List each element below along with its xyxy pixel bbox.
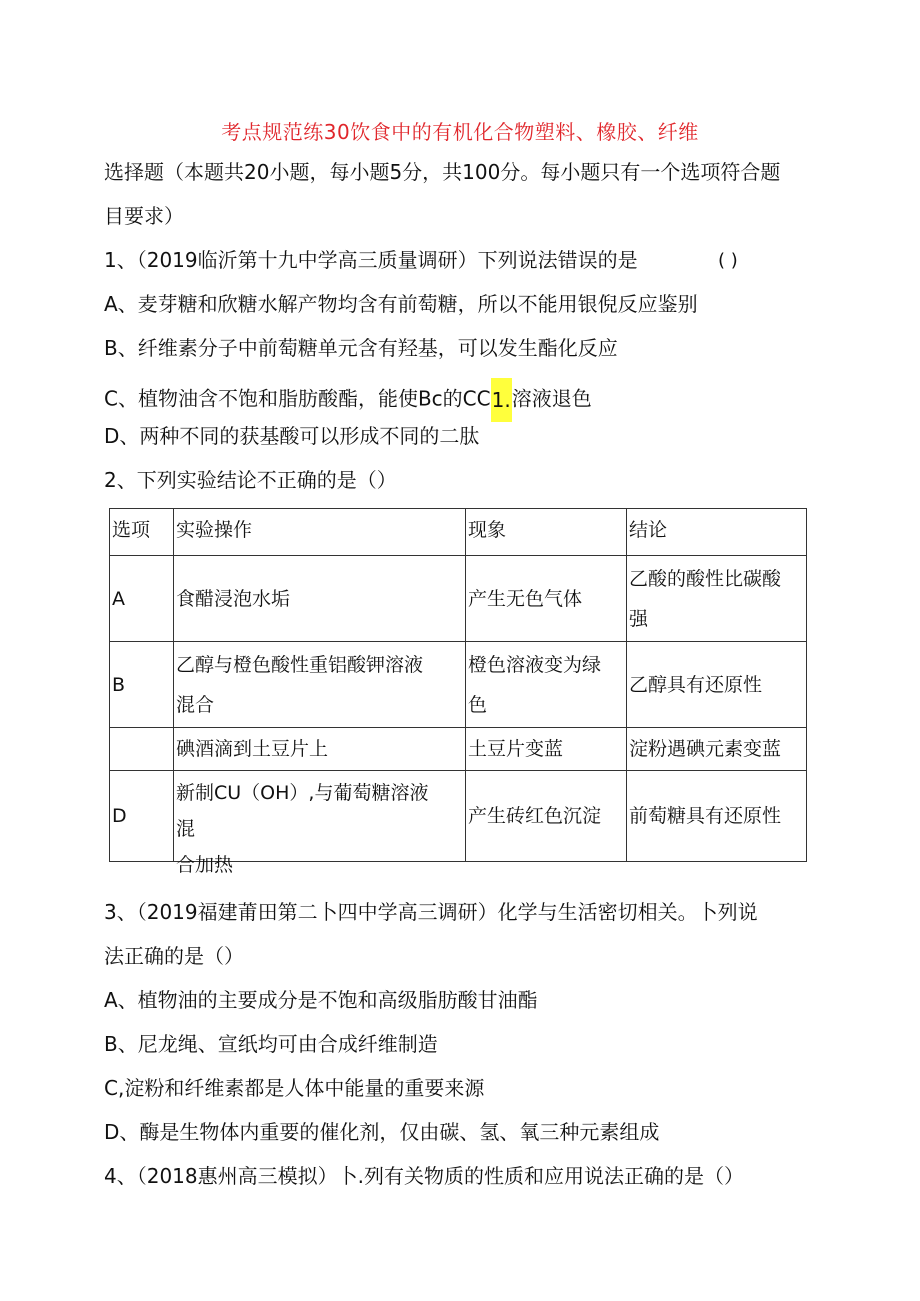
q3-option-d: D、酶是生物体内重要的催化剂，仅由碳、氢、氧三种元素组成	[104, 1120, 660, 1144]
q1-option-c-text: C、植物油含不饱和脂肪酸酯，能使Bc的CC	[104, 386, 491, 411]
q3-stem-line-2: 法正确的是（）	[104, 944, 244, 968]
table-cell-operation	[174, 642, 466, 728]
experiment-table	[109, 508, 807, 876]
table-cell-operation: 碘酒滴到土豆片上	[174, 728, 466, 771]
table-cell-line: 混合	[176, 693, 215, 716]
table-cell-line: 橙色溶液变为绿	[468, 653, 602, 676]
table-cell-line: 乙酸的酸性比碳酸	[629, 567, 782, 590]
table-header-cell: 现象	[466, 509, 627, 556]
intro-line-1: 选择题（本题共20小题，每小题5分，共100分。每小题只有一个选项符合题	[104, 160, 781, 184]
q3-option-b: B、尼龙绳、宣纸均可由合成纤维制造	[104, 1032, 438, 1056]
q1-stem: 1、（2019临沂第十九中学高三质量调研）下列说法错误的是	[104, 248, 638, 272]
q4-stem: 4、（2018惠州高三模拟）卜.列有关物质的性质和应用说法正确的是（）	[104, 1164, 744, 1188]
table-cell-phenomenon: 土豆片变蓝	[466, 728, 627, 771]
table-cell-option	[110, 728, 174, 771]
table-row	[110, 771, 807, 862]
intro-line-2: 目要求）	[104, 204, 184, 228]
table-row	[110, 556, 807, 642]
q1-answer-paren: ( )	[718, 250, 738, 271]
table-cell-line: 合加热	[176, 854, 234, 876]
q3-option-a: A、植物油的主要成分是不饱和高级脂肪酸甘油酯	[104, 988, 538, 1012]
table-header-cell: 结论	[627, 509, 807, 556]
table-cell-operation: 食醋浸泡水垢	[174, 556, 466, 642]
page-title: 考点规范练30饮食中的有机化合物塑料、橡胶、纤维	[221, 120, 699, 144]
table-header-cell: 选项	[110, 509, 174, 556]
table-cell-line: 新制CU（OH）,与葡萄糖溶液	[176, 782, 429, 804]
table-cell-option: A	[110, 556, 174, 642]
q2-stem: 2、下列实验结论不正确的是（）	[104, 468, 397, 492]
q1-option-d: D、两种不同的获基酸可以形成不同的二肽	[104, 424, 480, 448]
table-cell-conclusion: 前萄糖具有还原性	[627, 771, 807, 862]
table-header-row	[110, 509, 807, 556]
table-cell-option: D	[110, 771, 174, 862]
q1-option-c	[104, 378, 592, 422]
table-cell-line: 色	[468, 693, 488, 716]
table-row	[110, 728, 807, 771]
table-cell-operation	[174, 771, 466, 876]
table-cell-conclusion: 乙醇具有还原性	[627, 642, 807, 728]
table-cell-phenomenon: 产生砖红色沉淀	[466, 771, 627, 862]
q1-option-a: A、麦芽糖和欣糖水解产物均含有前萄糖，所以不能用银倪反应鉴别	[104, 292, 698, 316]
table-cell-line: 混	[176, 818, 196, 840]
table-cell-phenomenon	[466, 642, 627, 728]
table-cell-conclusion	[627, 556, 807, 642]
table-cell-phenomenon: 产生无色气体	[466, 556, 627, 642]
q3-option-c: C,淀粉和纤维素都是人体中能量的重要来源	[104, 1076, 485, 1100]
table-cell-clip	[176, 771, 463, 876]
table-row	[110, 642, 807, 728]
table-cell-option: B	[110, 642, 174, 728]
table-cell-line: 强	[629, 607, 649, 630]
table-header-cell: 实验操作	[174, 509, 466, 556]
table-cell-conclusion: 淀粉遇碘元素变蓝	[627, 728, 807, 771]
table-cell-line: 乙醇与橙色酸性重铝酸钾溶液	[176, 653, 424, 676]
q3-stem-line-1: 3、（2019福建莆田第二卜四中学高三调研）化学与生活密切相关。卜列说	[104, 900, 758, 924]
q1-option-c-tail: 溶液退色	[511, 386, 592, 411]
q1-option-b: B、纤维素分子中前萄糖单元含有羟基，可以发生酯化反应	[104, 336, 618, 360]
q1-option-c-highlight: 1.	[491, 378, 512, 422]
